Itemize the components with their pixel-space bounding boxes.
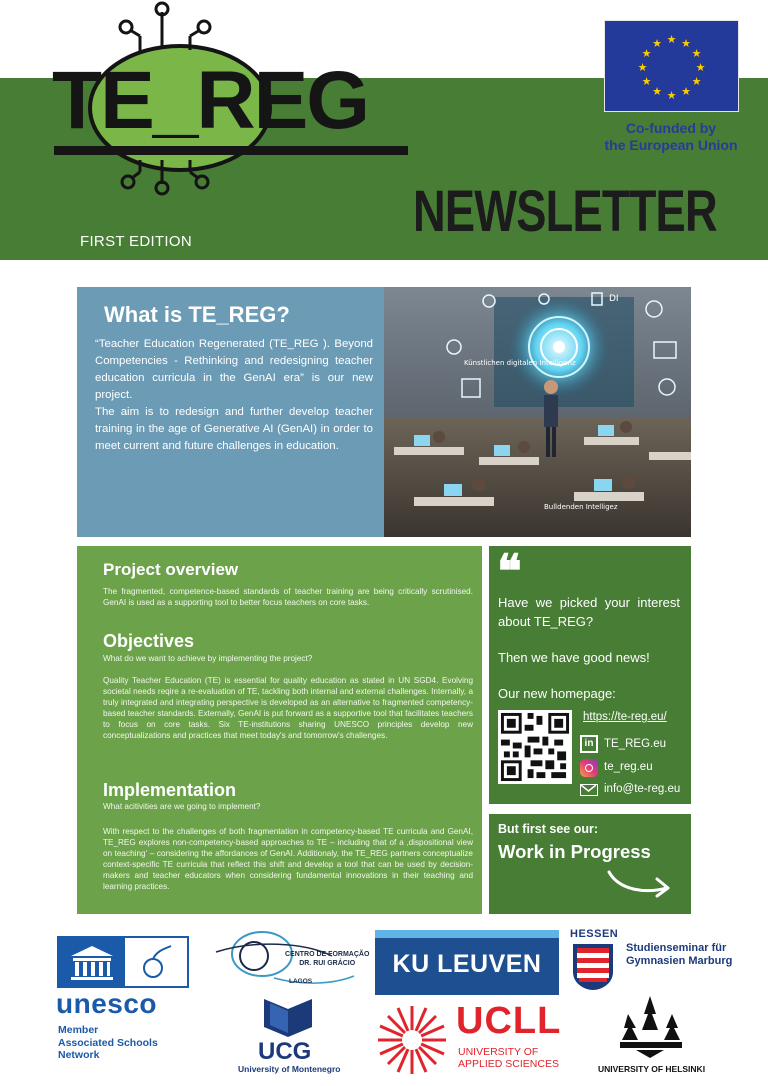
rui-gracio-text: [285, 950, 369, 968]
svg-text:★: ★: [695, 61, 706, 74]
svg-text:★: ★: [641, 47, 652, 60]
implementation-subtitle: What acitivities are we going to implement?: [103, 802, 261, 811]
instagram-icon[interactable]: [580, 759, 598, 777]
eu-cofunded-text: [596, 120, 746, 154]
helsinki-wordmark: UNIVERSITY OF HELSINKI: [598, 1064, 706, 1074]
edition-label: FIRST EDITION: [80, 233, 192, 250]
eu-line-2: the European Union: [604, 137, 738, 153]
ucg-subtitle: University of Montenegro: [238, 1064, 341, 1074]
logo-underline: [54, 146, 408, 155]
envelope-flap-icon: [581, 785, 596, 794]
overview-text: The fragmented, competence-based standards of teacher training are being critically scrutinised. GenAI is used as a supporting tool to better focus teachers on core tasks.: [103, 587, 473, 607]
qr-code-graphic: [498, 710, 572, 784]
objectives-subtitle: What do we want to achieve by implementing the project?: [103, 654, 313, 663]
svg-text:★: ★: [652, 85, 662, 98]
quote-icon: ❝: [497, 544, 522, 598]
qr-code[interactable]: [498, 710, 572, 784]
wip-title[interactable]: Work in Progress: [498, 841, 651, 862]
ucll-wordmark: UCLL: [456, 1000, 562, 1042]
svg-text:★: ★: [666, 89, 677, 102]
implementation-text: With respect to the challenges of both fragmentation in competency-based TE curricula and GenAI, TE_REG explores non-competency-based approaches to TE – including that of a ‚dispositional view on teaching‘ – considering the affordances of GenAI. Additionaly, the TE_REG partners conceptualize context-specific TE curricula that reflect this shift and develop a tool that can be used by decision-makers and teacher educators when considering fundamental innovations in their teaching and learning practices.: [103, 827, 473, 891]
te-reg-logo: TE_REG: [52, 55, 369, 146]
ucll-sub-1: UNIVERSITY OF: [458, 1046, 539, 1058]
good-news-text: Then we have good news!: [498, 650, 650, 665]
objectives-heading: Objectives: [103, 631, 195, 651]
helsinki-flame-icon: [612, 994, 688, 1060]
svg-text:★: ★: [652, 37, 662, 50]
svg-text:★: ★: [681, 85, 691, 98]
ucg-wordmark: UCG: [258, 1038, 312, 1065]
objectives-text: Quality Teacher Education (TE) is essential for quality education as stated in UN SGD4. Evolving societal needs reqire a re-evaluation of TE, tackling both internal and external challenges. Internally, a truly integrated and integrating perspective is developed as an alternative to fragmented competency-based teacher standards. Externally, GenAI is put forward as a supportive tool that facilitates teachers to focus on core tasks. Six TE-institutions sharing UNESCO principles develop new conceptualizations and practices that meet today's and tomorrow's challenges.: [103, 676, 473, 740]
unesco-sub-1: Member: [58, 1024, 99, 1036]
ucll-sub-2: APPLIED SCIENCES: [458, 1058, 559, 1070]
email-address[interactable]: info@te-reg.eu: [604, 783, 681, 795]
ku-leuven-logo: [375, 930, 559, 995]
unesco-temple-icon: [59, 938, 125, 986]
implementation-heading: Implementation: [103, 780, 237, 800]
svg-text:★: ★: [641, 75, 652, 88]
newsletter-title: NEWSLETTER: [413, 179, 717, 244]
rui-line-2: DR. RUI GRÁCIO: [299, 960, 356, 967]
interest-question: Have we picked your interest about TE_REG?: [498, 595, 680, 629]
hessen-line-1: Studienseminar für: [626, 942, 727, 954]
image-label-2: Bulldenden Intelligez: [544, 503, 618, 511]
overview-heading: Project overview: [103, 560, 239, 579]
eu-stars-icon: [605, 21, 738, 111]
svg-text:★: ★: [681, 37, 691, 50]
rui-lagos: LAGOS: [289, 978, 313, 985]
hessen-line-2: Gymnasien Marburg: [626, 955, 733, 967]
email-icon[interactable]: [580, 784, 598, 796]
arrow-right-icon[interactable]: [605, 866, 675, 900]
homepage-label: Our new homepage:: [498, 686, 616, 701]
ucll-subtitle: [458, 1046, 559, 1070]
ucg-book-icon: [262, 995, 314, 1039]
image-label-1: Künstlichen digitalen Intelligenz: [464, 359, 576, 367]
classroom-ai-illustration: [384, 287, 691, 537]
temple-graphic: [59, 938, 125, 986]
unesco-sub-2: Associated Schools: [58, 1036, 158, 1049]
unesco-logo-box: [57, 936, 189, 988]
what-is-title: What is TE_REG?: [104, 302, 290, 327]
hessen-crest-icon: [571, 942, 615, 992]
rui-line-1: CENTRO DE FORMAÇÃO: [285, 951, 370, 958]
ucll-sunburst-icon: [376, 1004, 448, 1076]
homepage-link[interactable]: https://te-reg.eu/: [583, 711, 667, 723]
linkedin-handle[interactable]: TE_REG.eu: [604, 738, 666, 750]
ku-leuven-wordmark: KU LEUVEN: [392, 950, 542, 978]
svg-text:★: ★: [666, 33, 677, 46]
instagram-handle[interactable]: te_reg.eu: [604, 761, 653, 773]
aspnet-icon: [135, 944, 175, 982]
svg-text:DI: DI: [609, 294, 619, 304]
hessen-text: [626, 942, 732, 968]
linkedin-icon[interactable]: in: [580, 735, 598, 753]
svg-text:★: ★: [637, 61, 648, 74]
unesco-subtitle: [58, 1024, 158, 1062]
what-is-paragraph-2: The aim is to redesign and further develop teacher training in the age of Generative AI (GenAI) in order to meet current and future challenges in education.: [95, 406, 373, 452]
unesco-wordmark: unesco: [56, 988, 158, 1019]
what-is-body: [95, 336, 373, 455]
what-is-paragraph-1: “Teacher Education Regenerated (TE_REG ). Beyond Competencies - Rethinking and redesigning teacher education curricula in the GenAI era” is our new project.: [95, 338, 373, 401]
classroom-scene-graphic: [384, 287, 691, 537]
unesco-sub-3: Network: [58, 1049, 100, 1061]
svg-text:★: ★: [691, 47, 702, 60]
hessen-label: HESSEN: [570, 928, 619, 940]
eu-flag: [604, 20, 739, 112]
eu-line-1: Co-funded by: [625, 120, 717, 136]
wip-pre-text: But first see our:: [498, 822, 599, 836]
svg-text:★: ★: [691, 75, 702, 88]
